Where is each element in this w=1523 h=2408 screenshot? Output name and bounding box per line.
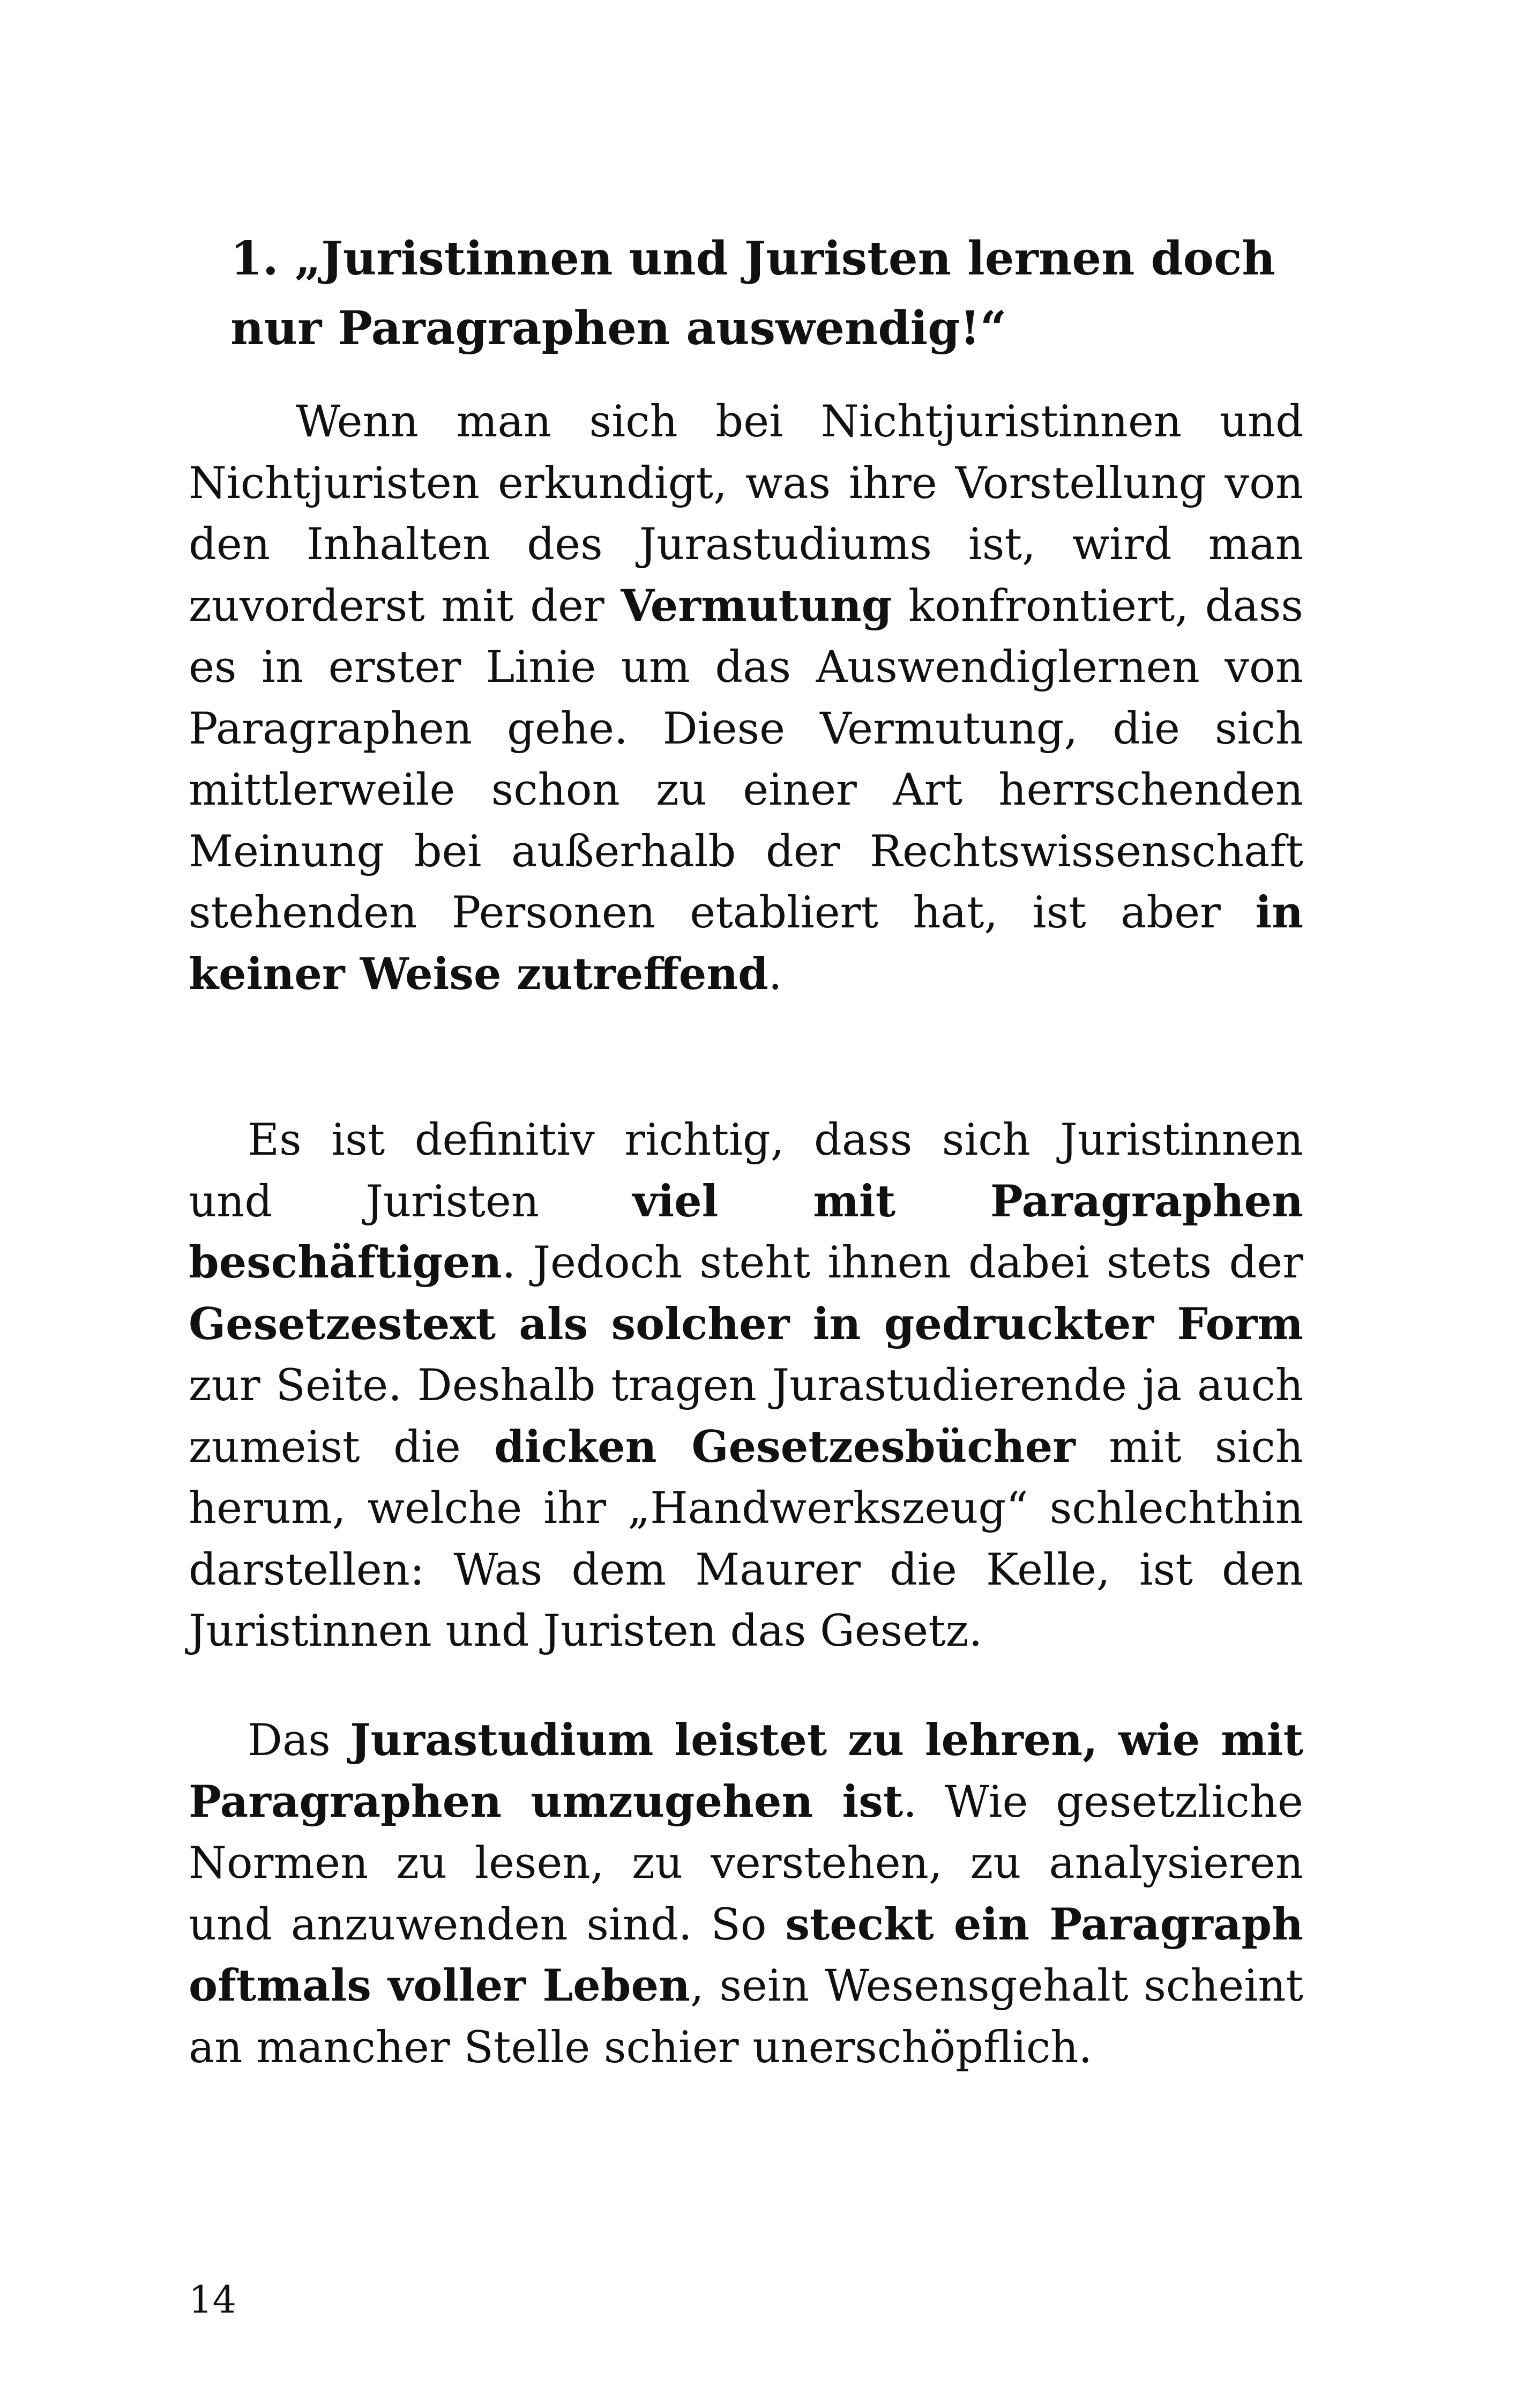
section-heading bbox=[230, 224, 1302, 363]
paragraph-3-emphasis-2: steckt ein Paragraph oftmals voller Leben bbox=[189, 1899, 1303, 2011]
paragraph-2-text-4: mit sich herum, welche ihr „Handwerkszeug“ schlechthin darstellen: Was dem Maurer die Kelle, ist den Juristinnen und Juristen das Gesetz. bbox=[189, 1422, 1303, 1656]
paragraph-2-text-3: zur Seite. Deshalb tragen Jurastudierende ja auch zumeist die bbox=[189, 1361, 1303, 1473]
paragraph-1-text-1: Wenn man sich bei Nichtjuristinnen und Nichtjuristen erkundigt, was ihre Vorstellung von den Inhalten des Jurastudiums ist, wird man zuvorderst mit der bbox=[189, 397, 1303, 631]
paragraph-1 bbox=[189, 391, 1303, 1005]
paragraph-2-emphasis-2: Gesetzestext als solcher in gedruckter Form bbox=[189, 1298, 1303, 1350]
paragraph-2 bbox=[189, 1110, 1303, 1662]
heading-number: 1. bbox=[230, 232, 279, 286]
paragraph-3 bbox=[189, 1710, 1303, 2078]
paragraph-2-emphasis-3: dicken Gesetzesbücher bbox=[494, 1421, 1076, 1473]
paragraph-1-text-2: konfrontiert, dass es in erster Linie um das Auswendiglernen von Paragraphen gehe. Diese Vermutung, die sich mittlerweile schon zu einer Art herrschenden Meinung bei außerhalb der Rechtswissenschaft stehenden Personen etabliert hat, ist aber bbox=[189, 581, 1303, 938]
paragraph-3-emphasis-1: Jurastudium leistet zu lehren, wie mit Paragraphen umzugehen ist bbox=[189, 1715, 1303, 1827]
paragraph-2-emphasis-1: viel mit Paragraphen beschäftigen bbox=[189, 1176, 1304, 1288]
paragraph-3-text-3: , sein Wesensgehalt scheint an mancher Stelle schier unerschöpflich. bbox=[189, 1961, 1303, 2073]
paragraph-3-text-2: . Wie gesetzliche Normen zu lesen, zu verstehen, zu analysieren und anzuwenden sind. So bbox=[189, 1777, 1303, 1950]
paragraph-1-emphasis-2: in keiner Weise zutreffend bbox=[189, 887, 1303, 1000]
paragraph-2-text-2: . Jedoch steht ihnen dabei stets der bbox=[502, 1238, 1303, 1288]
paragraph-3-text-1: Das bbox=[248, 1715, 350, 1766]
paragraph-1-text-3: . bbox=[768, 949, 782, 1000]
page-number: 14 bbox=[189, 2278, 237, 2322]
paragraph-1-emphasis-1: Vermutung bbox=[621, 580, 892, 631]
heading-title: „Juristinnen und Juristen lernen doch nur Paragraphen auswendig!“ bbox=[230, 232, 1275, 355]
paragraph-2-text-1: Es ist definitiv richtig, dass sich Juristinnen und Juristen bbox=[189, 1115, 1303, 1227]
